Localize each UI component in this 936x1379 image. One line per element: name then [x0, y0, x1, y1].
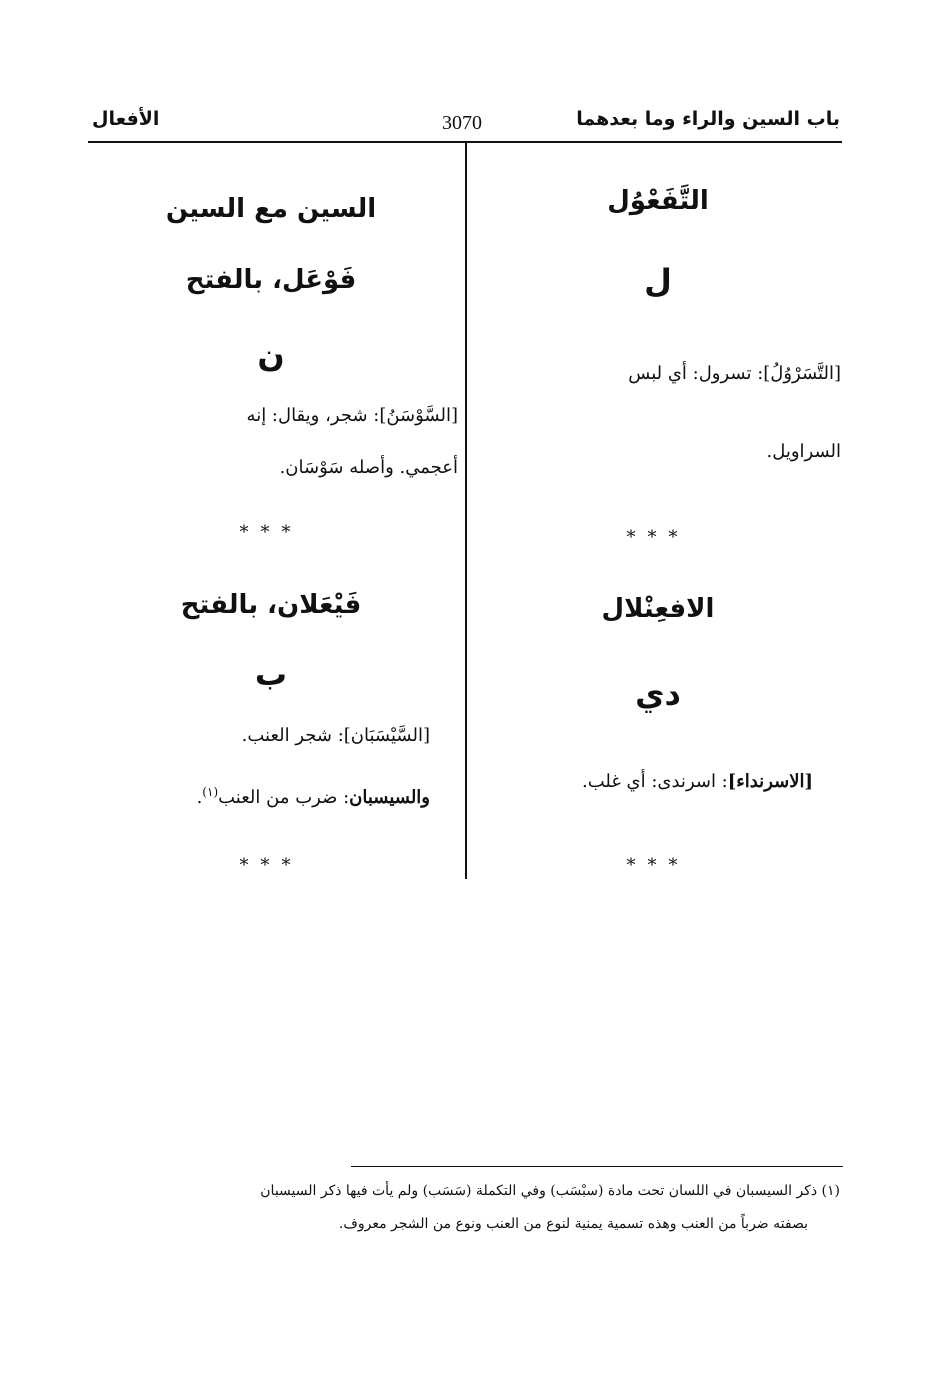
pattern-heading: فَيْعَلان، بالفتح [180, 590, 362, 620]
letter-heading: ل [644, 262, 672, 300]
letter-heading: دي [635, 675, 681, 713]
section-separator: *** [239, 855, 303, 876]
right-column [475, 0, 841, 900]
entry-text [582, 771, 813, 792]
entry-text: [السَّيْسَبَان]: شجر العنب. [241, 725, 430, 746]
letter-heading: ب [254, 655, 288, 693]
pattern-heading: الافعِنْلال [601, 594, 715, 624]
entry-text: [السَّوْسَنُ]: شجر، ويقال: إنه [246, 405, 458, 426]
section-heading: السين مع السين [165, 194, 377, 224]
column-divider [465, 143, 467, 879]
section-separator: *** [239, 522, 303, 543]
entry-text [197, 785, 430, 808]
sentence-end: . [196, 787, 203, 808]
footnote-line: بصفته ضرباً من العنب وهذه تسمية يمنية لنوع من العنب ونوع من الشجر معروف. [338, 1216, 808, 1232]
definition: : اسرندى: أي غلب. [582, 771, 728, 792]
section-separator: *** [626, 855, 690, 876]
entry-text: أعجمي. وأصله سَوْسَان. [279, 457, 458, 478]
letter-heading: ن [257, 336, 285, 374]
footnote-line: (١) ذكر السيسبان في اللسان تحت مادة (سبْسَب) وفي التكملة (سَسَب) ولم يأت فيها ذكر السيسبان [260, 1183, 840, 1199]
headword: والسيسبان [349, 787, 430, 808]
pattern-heading: التَّفَعْوُل [607, 186, 709, 216]
footnote-marker[interactable]: (١) [202, 785, 219, 799]
left-column [84, 0, 458, 900]
pattern-heading: فَوْعَل، بالفتح [185, 265, 357, 295]
running-header-chapter: باب السين والراء وما بعدهما [576, 108, 840, 130]
running-header-section: الأفعال [92, 108, 160, 130]
definition: : ضرب من العنب [218, 787, 350, 808]
entry-text: [التَّسَرْوُلُ]: تسرول: أي لبس [628, 363, 841, 384]
section-separator: *** [626, 527, 690, 548]
page-number: 3070 [442, 112, 482, 134]
headword: [الاسرنداء] [727, 771, 813, 792]
footnote-rule [351, 1166, 843, 1167]
entry-text: السراويل. [766, 441, 841, 462]
